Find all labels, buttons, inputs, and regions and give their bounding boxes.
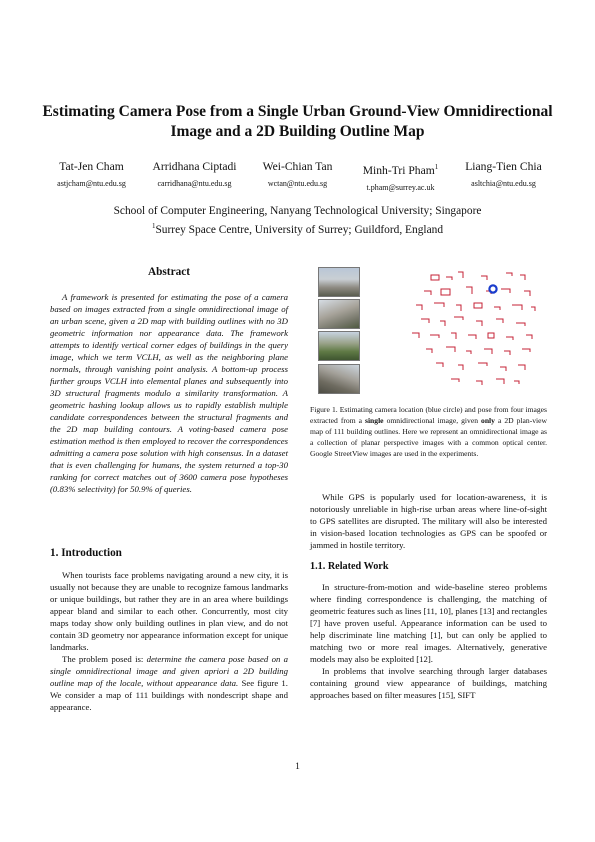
author — [452, 160, 555, 194]
author-name: Wei-Chian Tan — [262, 160, 333, 173]
page-number: 1 — [295, 762, 300, 772]
author-email: carridhana@ntu.edu.sg — [157, 179, 232, 188]
intro-p2-emphasis: determine the camera pose based on a single omnidirectional image and given apriori a 2D building outline map of the locale, without appearance data. — [50, 654, 288, 688]
intro-paragraph-2 — [50, 653, 288, 713]
street-view-image — [318, 364, 360, 394]
abstract-text: A framework is presented for estimating the pose of a camera based on images extracted from a single omnidirectional image of an urban scene, given a 2D map with building outlines with no 3D geometric information nor appearance data. The framework attempts to identify vertical corner edges of buildings in the query image, which we term VCLH, as well as the neighboring plane normals, through vanishing point analysis. A bottom-up process further groups VCLH into elemental planes and subsequently into 3D structural fragments modulo a similarity transformation. A geometric hashing lookup allows us to rapidly establish multiple candidate correspondences between the structural fragments and the 2D map building contours. A voting-based camera pose estimation method is then employed to recover the correspondences admitting a camera pose solution with high consensus. In a dataset that is even challenging for humans, the system returned a top-30 ranking for correct matches out of 3600 camera pose hypotheses (0.83% selectivity) for 50.9% of queries. — [50, 292, 288, 494]
introduction-heading: 1. Introduction — [50, 547, 122, 559]
author-name: Liang-Tien Chia — [465, 160, 542, 173]
author-name: Arridhana Ciptadi — [152, 160, 237, 173]
figure-1 — [318, 267, 546, 397]
caption-part: a 2D plan-view map of 111 building outlines. Here we represent an omnidirectional image as a collection of planar perspective images with a common optical center. Google StreetView images are used in the experiments. — [310, 416, 547, 458]
affiliations — [40, 204, 555, 238]
affiliation-primary: School of Computer Engineering, Nanyang Technological University; Singapore — [113, 205, 482, 217]
introduction-body — [50, 569, 288, 713]
intro-paragraph-1: When tourists face problems navigating around a new city, it is usually not because they are unable to recognize famous landmarks or unique buildings, but rather they are in an area where buildings appear bland and similar to each other. Concurrently, most city maps today show only building outlines in plan view, and do not contain 3D geometry nor appearance information except for unique landmarks. — [50, 570, 288, 652]
abstract-heading: Abstract — [147, 266, 191, 278]
caption-part: omnidirectional image, given — [383, 416, 482, 425]
caption-emphasis: single — [364, 416, 384, 425]
street-view-image — [318, 299, 360, 329]
author-name: Minh-Tri Pham — [362, 163, 435, 177]
affiliation-mark: 1 — [151, 222, 156, 230]
author-email: astjcham@ntu.edu.sg — [57, 179, 126, 188]
building-outlines — [412, 272, 535, 385]
author — [143, 160, 246, 194]
related-work-heading: 1.1. Related Work — [310, 561, 389, 572]
paper-title — [40, 102, 555, 142]
related-paragraph-1: In structure-from-motion and wide-baseline stereo problems where finding correspondence is challenging, the matching of geometric features such as lines [11, 10], planes [13] and rectangles [7] have proven useful. Appearance information can be used to help discriminate line matching [1], but can only be applied to matching two or more real images. Alternatively, generative models may also be exploited [12]. — [310, 582, 547, 664]
affiliation-secondary — [40, 219, 555, 238]
intro-p2-tail: See figure 1. We consider a map of 111 buildings with nondescript shape and appearance. — [50, 678, 288, 712]
affiliation-text: Surrey Space Centre, University of Surrey; Guildford, England — [155, 223, 444, 236]
author — [349, 160, 452, 194]
author — [40, 160, 143, 194]
building-outline-map — [396, 267, 546, 397]
author — [246, 160, 349, 194]
figure-1-caption — [310, 404, 547, 459]
title-line-1: Estimating Camera Pose from a Single Urban Ground-View Omnidirectional — [42, 103, 553, 120]
author-email: wctan@ntu.edu.sg — [267, 179, 328, 188]
author-email: asltchia@ntu.edu.sg — [471, 179, 536, 188]
street-view-image — [318, 267, 360, 297]
author-name-with-mark — [349, 160, 452, 178]
author-email: t.pham@surrey.ac.uk — [366, 182, 435, 192]
caption-emphasis: only — [481, 416, 495, 425]
paragraph-text: While GPS is popularly used for location-awareness, it is notoriously unreliable in high-rise urban areas where line-of-sight to GPS satellites are disrupted. The military will also be interested in vision-based location technologies as GPS can be spoofed or jammed in hostile territory. — [310, 492, 547, 550]
author-list — [40, 160, 555, 194]
affiliation-mark: 1 — [434, 163, 439, 171]
author-name: Tat-Jen Cham — [59, 160, 124, 173]
title-line-2: Image and a 2D Building Outline Map — [170, 123, 425, 140]
street-view-image — [318, 331, 360, 361]
related-work-body — [310, 581, 547, 701]
intro-p2-lead: The problem posed is: — [62, 654, 147, 664]
gps-paragraph — [310, 491, 547, 551]
camera-location-marker — [489, 285, 496, 292]
caption-part: Figure 1. Estimating camera location (blue circle) and pose from four images extracted from a — [310, 405, 547, 425]
related-paragraph-2: In problems that involve searching through larger databases containing ground view appearance of buildings, matching approaches based on filter measures [15], SIFT — [310, 666, 547, 700]
